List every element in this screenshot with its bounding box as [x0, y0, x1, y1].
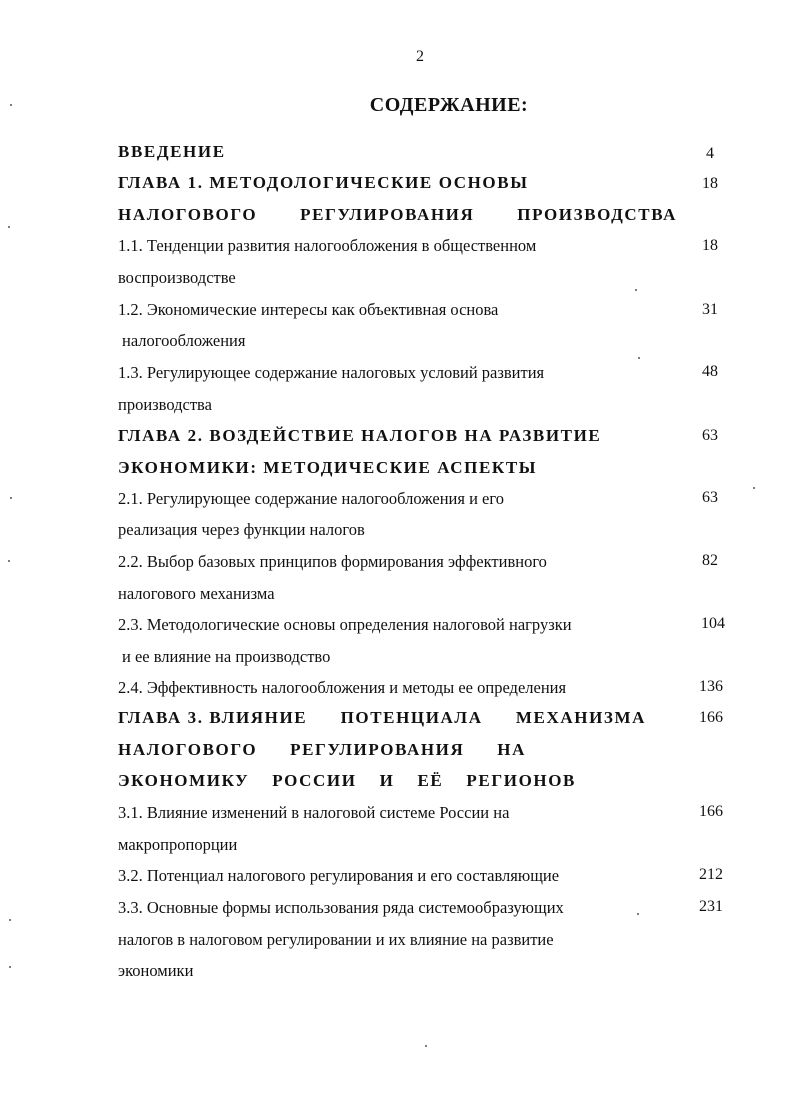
toc-entry-title: 1.2. Экономические интересы как объективная основа — [118, 300, 499, 319]
scan-speck — [637, 913, 639, 915]
toc-page-number: 4 — [706, 145, 714, 162]
page-number: 2 — [416, 48, 424, 65]
toc-title: СОДЕРЖАНИЕ: — [369, 94, 529, 116]
word: МЕХАНИЗМА — [515, 708, 646, 727]
toc-entry-title: 1.1. Тенденции развития налогообложения в общественном — [118, 236, 537, 255]
toc-entry-title: 3.1. Влияние изменений в налоговой системе России на — [118, 803, 510, 822]
toc-entry-title — [118, 708, 646, 728]
toc-entry-title-cont-2: экономики — [118, 961, 194, 980]
toc-page-number: 136 — [699, 678, 723, 695]
toc-page-number: 231 — [699, 898, 723, 915]
scan-speck — [8, 560, 10, 562]
toc-entry-title-cont: налогообложения — [122, 331, 246, 350]
scan-speck — [9, 966, 11, 968]
word: РЕГИОНОВ — [466, 771, 576, 790]
toc-entry-title-cont: и ее влияние на производство — [122, 647, 331, 666]
toc-entry-title-line-3 — [118, 771, 576, 791]
toc-page-number: 82 — [702, 552, 718, 569]
toc-page-number: 48 — [702, 363, 718, 380]
toc-page-number: 18 — [702, 175, 718, 192]
toc-entry-title-cont: воспроизводстве — [118, 268, 236, 287]
toc-entry-title: 3.3. Основные формы использования ряда системообразующих — [118, 898, 564, 917]
toc-page-number: 104 — [701, 615, 725, 632]
toc-entry-title: ГЛАВА 1. МЕТОДОЛОГИЧЕСКИЕ ОСНОВЫ — [118, 173, 529, 192]
toc-page-number: 63 — [702, 427, 718, 444]
word: ПОТЕНЦИАЛА — [340, 708, 483, 727]
toc-entry-title: 2.4. Эффективность налогообложения и методы ее определения — [118, 678, 567, 697]
toc-entry-title-line-2 — [118, 205, 677, 225]
word: ПРОИЗВОДСТВА — [517, 205, 677, 224]
toc-page-number: 166 — [699, 803, 723, 820]
scan-speck — [638, 357, 640, 359]
toc-page-number: 212 — [699, 866, 723, 883]
toc-entry-title-line-2 — [118, 740, 526, 760]
toc-entry-title-cont: макропропорции — [118, 835, 238, 854]
toc-page-number: 63 — [702, 489, 718, 506]
scan-speck — [635, 289, 637, 291]
toc-page-number: 18 — [702, 237, 718, 254]
toc-entry-title: 1.3. Регулирующее содержание налоговых условий развития — [118, 363, 545, 382]
toc-entry-title: ВВЕДЕНИЕ — [118, 142, 226, 161]
toc-entry-title: 2.3. Методологические основы определения налоговой нагрузки — [118, 615, 572, 634]
scan-speck — [8, 226, 10, 228]
toc-entry-title: ГЛАВА 2. ВОЗДЕЙСТВИЕ НАЛОГОВ НА РАЗВИТИЕ — [118, 426, 602, 445]
word: ЭКОНОМИКУ — [118, 771, 250, 790]
word: И — [379, 771, 395, 790]
word: РЕГУЛИРОВАНИЯ — [290, 740, 465, 759]
scan-speck — [10, 497, 12, 499]
scan-speck — [10, 104, 12, 106]
word: ЕЁ — [417, 771, 444, 790]
scan-speck — [425, 1045, 427, 1047]
toc-entry-title-cont: производства — [118, 395, 212, 414]
word: РЕГУЛИРОВАНИЯ — [300, 205, 475, 224]
toc-entry-title-cont: реализация через функции налогов — [118, 520, 365, 539]
word: НАЛОГОВОГО — [118, 740, 258, 759]
word: ГЛАВА 3. ВЛИЯНИЕ — [118, 708, 308, 727]
toc-entry-title: 2.2. Выбор базовых принципов формирования эффективного — [118, 552, 547, 571]
toc-entry-title: 3.2. Потенциал налогового регулирования и его составляющие — [118, 866, 560, 885]
word: НА — [497, 740, 526, 759]
toc-entry-title-line-2: ЭКОНОМИКИ: МЕТОДИЧЕСКИЕ АСПЕКТЫ — [118, 458, 538, 477]
toc-entry-title-cont: налогового механизма — [118, 584, 275, 603]
word: РОССИИ — [272, 771, 357, 790]
scan-speck — [753, 487, 755, 489]
toc-entry-title: 2.1. Регулирующее содержание налогообложения и его — [118, 489, 504, 508]
toc-entry-title-cont: налогов в налоговом регулировании и их влияние на развитие — [118, 930, 554, 949]
word: НАЛОГОВОГО — [118, 205, 258, 224]
toc-page-number: 166 — [699, 709, 723, 726]
toc-page-number: 31 — [702, 301, 718, 318]
scan-speck — [9, 919, 11, 921]
